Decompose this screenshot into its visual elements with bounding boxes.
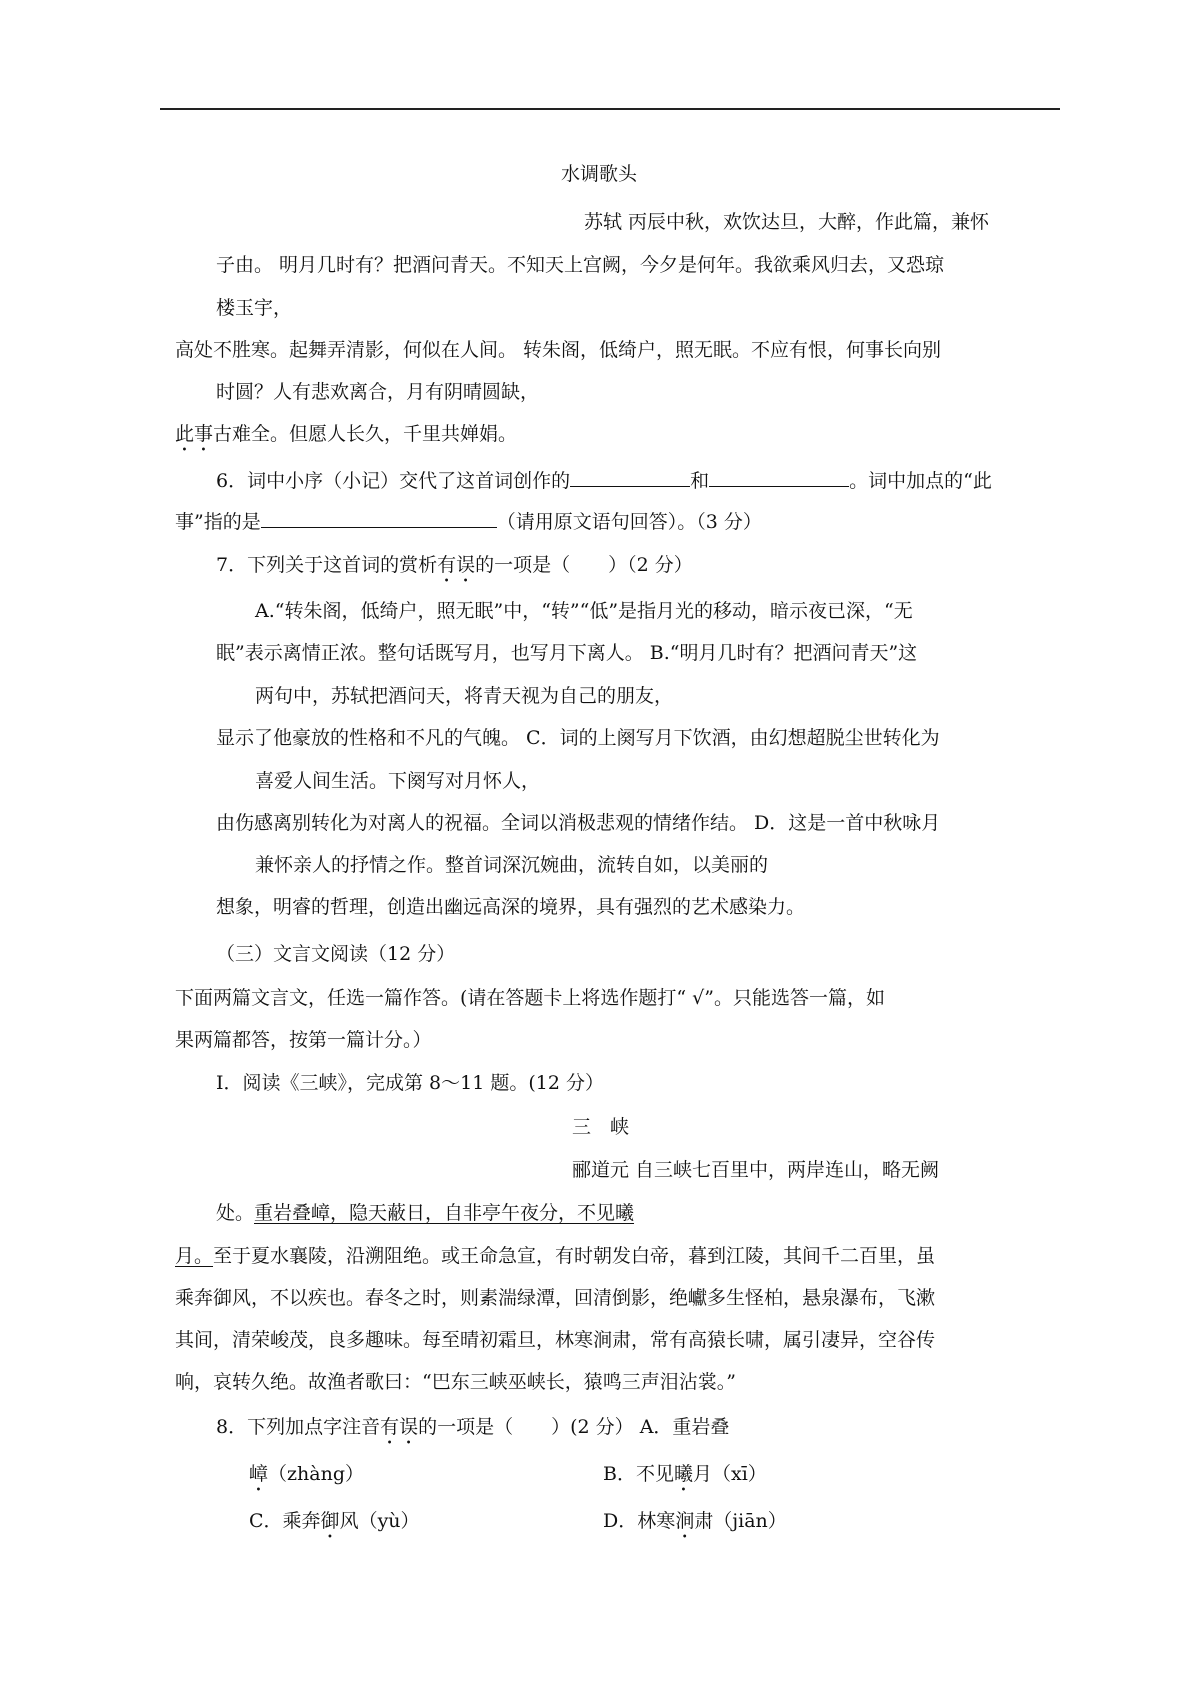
- q7-option-line: A.“转朱阁，低绮户，照无眠”中，“转”“低”是指月光的移动，暗示夜已深，“无: [255, 600, 913, 622]
- passage-title: 三 峡: [572, 1116, 630, 1138]
- q6-text: 6．词中小序（小记）交代了这首词创作的: [216, 470, 571, 492]
- q7-option-line: 由伤感离别转化为对离人的祝福。全词以消极悲观的情绪作结。 D．这是一首中秋咏月: [216, 812, 941, 834]
- dotted-character: 御: [320, 1510, 340, 1532]
- q8-option-c: [249, 1508, 420, 1543]
- q7-text: 的一项是（ ）（2 分）: [475, 554, 693, 576]
- answer-blank[interactable]: [261, 508, 497, 528]
- underlined-sentence: 重岩叠嶂，隐天蔽日，自非亭午夜分，不见曦: [254, 1202, 635, 1224]
- passage-line: 其间，清荣峻茂，良多趣味。每至晴初霜旦，林寒涧肃，常有高猿长啸，属引凄异，空谷传: [175, 1329, 936, 1351]
- poem-line: 子由。 明月几时有？把酒问青天。不知天上宫阙，今夕是何年。我欲乘风归去，又恐琼: [216, 254, 945, 276]
- option-text: D．林寒: [603, 1510, 676, 1532]
- q8-text: 的一项是（ ）(2 分） A．重岩叠: [418, 1416, 730, 1438]
- passage-line: 响，哀转久绝。故渔者歌曰：“巴东三峡巫峡长，猿鸣三声泪沾裳。”: [175, 1371, 736, 1393]
- header-rule: [160, 108, 1060, 110]
- poem-line: 时圆？人有悲欢离合，月有阴晴圆缺，: [216, 381, 540, 403]
- question-8: [216, 1414, 729, 1449]
- dotted-character: 曦: [673, 1463, 693, 1485]
- answer-blank[interactable]: [570, 467, 690, 487]
- q7-option-line: 显示了他豪放的性格和不凡的气魄。 C．词的上阕写月下饮酒，由幻想超脱尘世转化为: [216, 727, 940, 749]
- q7-option-line: 眠”表示离情正浓。整句话既写月，也写月下离人。 B.“明月几时有？把酒问青天”这: [216, 642, 918, 664]
- q8-option-a: [249, 1461, 364, 1496]
- question-6-cont: [175, 508, 762, 535]
- passage-line: [216, 1200, 634, 1226]
- q6-text: 。词中加点的“此: [849, 470, 992, 492]
- poem-line: 高处不胜寒。起舞弄清影，何似在人间。 转朱阁，低绮户，照无眠。不应有恨，何事长向别: [175, 339, 942, 361]
- question-7: [216, 552, 693, 587]
- passage-text: 处。: [216, 1202, 255, 1224]
- dotted-character: 涧: [675, 1510, 695, 1532]
- q6-text: 和: [690, 470, 710, 492]
- q7-option-line: 兼怀亲人的抒情之作。整首词深沉婉曲，流转自如，以美丽的: [255, 854, 769, 876]
- reading-prompt: Ⅰ．阅读《三峡》，完成第 8～11 题。(12 分）: [216, 1072, 604, 1094]
- poem-title: 水调歌头: [561, 163, 638, 185]
- option-text: （zhàng）: [268, 1463, 364, 1485]
- poem-line-rest: 古难全。但愿人长久，千里共婵娟。: [213, 423, 518, 445]
- poem-line: 楼玉宇，: [216, 297, 293, 319]
- option-text: C．乘奔: [249, 1510, 321, 1532]
- answer-blank[interactable]: [709, 467, 849, 487]
- q8-text: 8．下列加点字注音: [216, 1416, 381, 1438]
- option-text: 风（yù）: [339, 1510, 420, 1532]
- q6-text: 事”指的是: [175, 511, 261, 533]
- q8-option-d: [603, 1508, 787, 1543]
- instruction-line: 果两篇都答，按第一篇计分。）: [175, 1029, 432, 1051]
- emphasized-phrase: 有误: [437, 554, 476, 576]
- emphasized-phrase: 此事: [175, 423, 214, 445]
- option-text: 月（xī）: [692, 1463, 767, 1485]
- instruction-line: 下面两篇文言文，任选一篇作答。(请在答题卡上将选作题打“ √”。只能选答一篇，如: [175, 987, 885, 1009]
- q7-option-line: 喜爱人间生活。下阕写对月怀人，: [255, 770, 541, 792]
- q6-text: （请用原文语句回答）。（3 分）: [496, 511, 762, 533]
- poem-line: [175, 421, 517, 456]
- option-text: B．不见: [603, 1463, 674, 1485]
- passage-line: 乘奔御风，不以疾也。春冬之时，则素湍绿潭，回清倒影，绝巘多生怪柏，悬泉瀑布，飞漱: [175, 1287, 936, 1309]
- passage-line: [175, 1243, 935, 1269]
- section-heading: （三）文言文阅读（12 分）: [216, 943, 456, 965]
- q7-option-line: 两句中，苏轼把酒问天，将青天视为自己的朋友，: [255, 685, 674, 707]
- dotted-character: 嶂: [249, 1463, 269, 1485]
- option-text: 肃（jiān）: [694, 1510, 787, 1532]
- poem-line: 苏轼 丙辰中秋，欢饮达旦，大醉，作此篇，兼怀: [584, 211, 990, 233]
- emphasized-phrase: 有误: [380, 1416, 419, 1438]
- passage-text: 至于夏水襄陵，沿溯阻绝。或王命急宣，有时朝发白帝，暮到江陵，其间千二百里，虽: [213, 1245, 936, 1267]
- q8-option-b: [603, 1461, 767, 1496]
- q7-option-line: 想象，明睿的哲理，创造出幽远高深的境界，具有强烈的艺术感染力。: [216, 896, 806, 918]
- passage-line: 郦道元 自三峡七百里中，两岸连山，略无阙: [572, 1159, 940, 1181]
- underlined-sentence: 月。: [175, 1245, 214, 1267]
- q7-text: 7．下列关于这首词的赏析: [216, 554, 438, 576]
- question-6: [216, 467, 992, 494]
